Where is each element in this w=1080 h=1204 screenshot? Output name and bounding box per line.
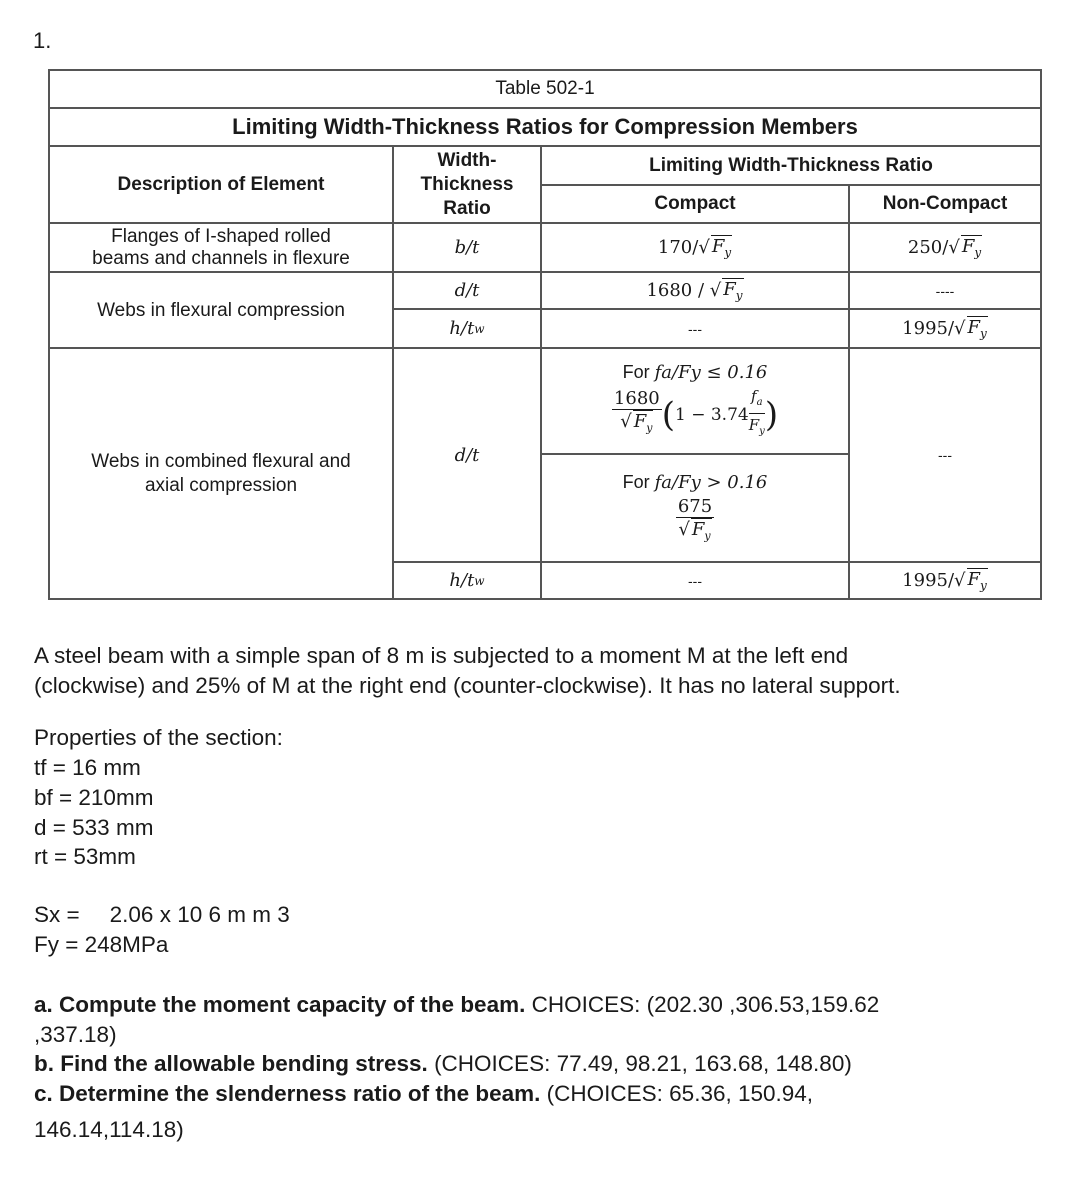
flanges-ratio: b/t xyxy=(454,237,480,258)
flanges-compact: 170/ √ $F_y$ xyxy=(657,236,732,260)
limiting-ratio-table xyxy=(48,69,1042,600)
webs-combined-compact-h: --- xyxy=(688,572,702,589)
formula1: $\frac{1680}{√ F_y}$ ( 1 − 3.74 $\frac{f_a}{F_y}$ ) xyxy=(612,386,778,443)
flanges-description xyxy=(50,224,392,271)
webs-flexural-noncompact-d: ---- xyxy=(935,282,955,299)
property-tf: tf = 16 mm xyxy=(34,755,141,780)
webs-flexural-ratio-h: h/t w xyxy=(449,318,485,339)
webs-flexural-compact-num: 1680 / xyxy=(646,280,710,301)
webs-combined-ratio-h: h/t w xyxy=(449,570,485,591)
problem-statement-line1: A steel beam with a simple span of 8 m is subjected to a moment M at the left end xyxy=(34,643,849,668)
question-a-choices: CHOICES: (202.30 ,306.53,159.62 xyxy=(525,992,880,1017)
sx-label: Sx = xyxy=(34,902,80,927)
flanges-compact-num: 170/ xyxy=(657,237,699,258)
webs-flexural-compact-d: 1680 / √ $F_y$ xyxy=(646,279,743,303)
webs-combined-compact-cond2: For fa/Fy > 0.16 $\frac{675}{√ F_y}$ xyxy=(542,455,848,561)
table-title: Limiting Width-Thickness Ratios for Compression Members xyxy=(232,114,858,139)
flanges-desc-line2: beams and channels in flexure xyxy=(92,247,350,269)
problem-statement-line2: (clockwise) and 25% of M at the right end (counter-clockwise). It has no lateral support. xyxy=(34,673,901,698)
webs-combined-noncompact-num: 1995/ xyxy=(902,570,955,591)
question-b-label: b. Find the allowable bending stress. xyxy=(34,1051,428,1076)
flanges-desc-line1: Flanges of I-shaped rolled xyxy=(111,225,331,247)
header-description: Description of Element xyxy=(117,173,325,195)
webs-combined-desc-line2: axial compression xyxy=(144,474,298,496)
header-ratio xyxy=(394,147,540,222)
flanges-noncompact: 250/ √ $F_y$ xyxy=(907,236,982,260)
sqrt-fy-icon: √ xyxy=(954,570,966,591)
property-sx xyxy=(34,900,290,930)
property-d: d = 533 mm xyxy=(34,815,154,840)
sqrt-fy-icon: √ xyxy=(698,237,710,258)
flanges-noncompact-num: 250/ xyxy=(907,237,949,258)
sx-value: 2.06 x 10 6 m m 3 xyxy=(109,902,290,927)
question-number: 1. xyxy=(33,28,52,53)
sqrt-fy-icon: √ xyxy=(620,411,632,433)
webs-combined-desc-line1: Webs in combined flexural and xyxy=(91,450,351,472)
header-limiting: Limiting Width-Thickness Ratio xyxy=(649,154,933,176)
question-c-choices-cont: 146.14,114.18) xyxy=(34,1117,184,1142)
sqrt-fy-icon: √ xyxy=(948,237,960,258)
webs-flexural-noncompact-h: 1995/ √ $F_y$ xyxy=(902,317,987,341)
webs-flexural-noncompact-num: 1995/ xyxy=(902,318,955,339)
question-a xyxy=(34,990,879,1020)
formula2: $\frac{675}{√ F_y}$ xyxy=(676,497,714,548)
header-compact: Compact xyxy=(654,193,736,214)
question-c xyxy=(34,1079,813,1109)
question-c-choices: (CHOICES: 65.36, 150.94, xyxy=(540,1081,814,1106)
table-caption: Table 502-1 xyxy=(495,78,595,99)
webs-combined-noncompact-h: 1995/ √ $F_y$ xyxy=(902,569,987,593)
cond1-expression: fa/Fy ≤ 0.16 xyxy=(654,362,768,383)
sqrt-fy-icon: √ xyxy=(709,280,722,301)
question-b xyxy=(34,1049,852,1079)
webs-combined-noncompact-d: --- xyxy=(938,447,952,463)
webs-combined-description xyxy=(50,349,392,598)
properties-title: Properties of the section: xyxy=(34,725,283,750)
question-a-choices-cont: ,337.18) xyxy=(34,1022,117,1047)
webs-flexural-description: Webs in flexural compression xyxy=(97,299,345,321)
sqrt-fy-icon: √ xyxy=(678,519,690,541)
sqrt-fy-icon: √ xyxy=(954,318,966,339)
header-ratio-line3: Ratio xyxy=(443,197,491,219)
question-b-choices: (CHOICES: 77.49, 98.21, 163.68, 148.80) xyxy=(427,1051,852,1076)
header-noncompact: Non-Compact xyxy=(882,193,1008,214)
webs-combined-compact-cond1: For fa/Fy ≤ 0.16 $\frac{1680}{√ F_y}$ ( 1 − 3.74 $\frac{f_a}{F_y}$ ) xyxy=(542,349,848,453)
question-a-label: a. Compute the moment capacity of the beam. xyxy=(34,992,526,1017)
webs-flexural-ratio-d: d/t xyxy=(454,280,480,301)
question-c-label: c. Determine the slenderness ratio of the beam. xyxy=(34,1081,541,1106)
webs-flexural-compact-h: --- xyxy=(688,320,702,337)
property-fy: Fy = 248MPa xyxy=(34,932,169,957)
header-ratio-line1: Width- xyxy=(437,149,497,171)
property-bf: bf = 210mm xyxy=(34,785,154,810)
property-rt: rt = 53mm xyxy=(34,844,136,869)
cond2-expression: fa/Fy > 0.16 xyxy=(654,472,768,494)
header-ratio-line2: Thickness xyxy=(420,173,514,195)
webs-combined-ratio-d: d/t xyxy=(454,444,480,466)
